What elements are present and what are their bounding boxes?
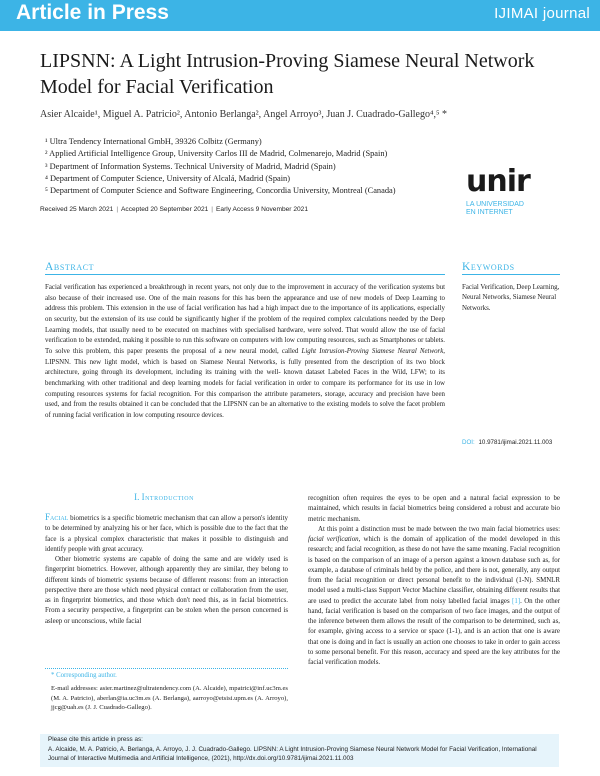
article-dates: Received 25 March 2021 | Accepted 20 September 2021 | Early Access 9 November 2021 [40, 206, 308, 213]
affiliation-item: ² Applied Artificial Intelligence Group, University Carlos III de Madrid, Colmenarejo, Madrid (Spain) [45, 149, 388, 159]
doi-label: DOI: [462, 439, 475, 446]
citation-link[interactable]: [1] [512, 597, 521, 605]
keywords-heading: Keywords [462, 261, 515, 273]
email-addresses: E-mail addresses: asier.martinez@ultratendency.com (A. Alcaide), mpatrici@inf.uc3m.es (M. A. Patricio), aberlan@ia.uc3m.es (A. Berlanga), aarroyo@etsisi.upm.es (A. Arroyo), jjcg@uah.es (J. J. Cuadrado-Gallego). [51, 685, 288, 712]
abstract-body: Facial verification has experienced a breakthrough in recent years, not only due to the improvement in accuracy of the verification systems but also because of their increased use. One of the main reasons for this has been the appearance and use of new models of Deep Learning to address this problem. This extension in the use of facial verification has had a high impact due to the importance of its applications, especially on security, but the extension of its use could be significantly higher if the problem of the required complex calculations needed by the Deep Learning models, that usually need to be executed on machines with specialised hardware, were solved. That would allow the use of facial verification to be extended, making it possible to run this software on computers with low computing resources, such as Smartphones or tablets. To solve this problem, this paper presents the proposal of a new neural model, called Light Intrusion-Proving Siamese Neural Network, LIPSNN. This new light model, which is based on Siamese Neural Networks, is fully presented from the description of its two block architecture, going through its development, including its training with the well- known dataset Labeled Faces in the Wild, LFW; to its benchmarking with other traditional and deep learning models for facial verification in order to compare its performance for its use in low computing resources systems for facial recognition. For this comparison the attribute parameters, storage, accuracy and precision have been used, and from the results obtained it can be concluded that the LIPSNN can be an alternative to the existing models to solve the facet problem of running facial verification in low computing resource devices. [45, 284, 445, 419]
affiliation-item: ³ Department of Information Systems. Technical University of Madrid, Madrid (Spain) [45, 161, 336, 171]
doi [462, 439, 552, 446]
unir-logo [466, 164, 558, 217]
received-date: Received 25 March 2021 [40, 206, 114, 213]
intro-left-column [45, 512, 288, 627]
affiliation-item: ¹ Ultra Tendency International GmbH, 39326 Colbitz (Germany) [45, 137, 262, 146]
accepted-date: Accepted 20 September 2021 [121, 206, 209, 213]
author-list: Asier Alcaide¹, Miguel A. Patricio², Antonio Berlanga², Angel Arroyo³, Juan J. Cuadrado-Gallego⁴,⁵ * [40, 109, 447, 120]
logo-wordmark: unir [466, 164, 530, 199]
intro-right-column [308, 494, 560, 668]
keywords-divider [462, 274, 560, 275]
paragraph: Other biometric systems are capable of doing the same and are widely used is fingerprint biometrics. However, although apparently they are similar, they belong to different kinds of biometric systems because of different reasons: from an interaction perspective there are those which need physical contact or collaboration from the user, as in fingerprint biometrics, and those which don't need this, as in facial biometrics. From a security perspective, a fingerprint can be stolen when the person concerned is asleep or unconscious, while facial [45, 556, 288, 625]
paragraph: Facial biometrics is a specific biometric mechanism that can allow a person's identity to be determined by analyzing his or her face, which is possible due to the fact that the face is a physical complex characteristic that makes it possible to distinguish and identify people with great accuracy. [45, 512, 288, 553]
logo-tagline-line: LA UNIVERSIDAD [466, 201, 524, 208]
abstract-heading: Abstract [45, 261, 95, 273]
footnote-divider [45, 668, 288, 669]
doi-link[interactable]: 10.9781/ijimai.2021.11.003 [478, 439, 553, 446]
logo-tagline [466, 201, 558, 217]
affiliation-item: ⁵ Department of Computer Science and Software Engineering, Concordia University, Montreal (Canada) [45, 186, 396, 196]
citation-text: A. Alcaide, M. A. Patricio, A. Berlanga, A. Arroyo, J. J. Cuadrado-Gallego. LIPSNN: A Light Intrusion-Proving Siamese Neural Network Model for Facial Verification, International Journal of Interactive Multimedia and Artificial Intelligence, (2021), http://dx.doi.org/10.9781/ijimai.2021.11.003 [48, 746, 537, 762]
corresponding-author-label: * Corresponding author. [51, 672, 117, 679]
banner-title: Article in Press [16, 1, 169, 24]
introduction-heading: I. Introduction [134, 492, 194, 502]
affiliation-list [45, 136, 396, 197]
keywords-list: Facial Verification, Deep Learning, Neural Networks, Siamese Neural Networks. [462, 284, 560, 312]
drop-cap: Facial [45, 512, 69, 522]
affiliation-item: ⁴ Department of Computer Science, University of Alcalá, Madrid (Spain) [45, 173, 291, 183]
journal-name: IJIMAI journal [494, 5, 590, 22]
logo-tagline-line: EN INTERNET [466, 209, 513, 216]
paper-title: LIPSNN: A Light Intrusion-Proving Siamese Neural Network Model for Facial Verification [40, 50, 535, 98]
early-access-date: Early Access 9 November 2021 [216, 206, 308, 213]
paragraph: recognition often requires the eyes to be open and a natural facial expression to be maintained, which results in facial biometrics being considered a robust and accurate bio metric mechanism. [308, 495, 560, 523]
citation-label: Please cite this article in press as: [48, 736, 143, 743]
abstract-divider [45, 274, 445, 275]
paragraph: At this point a distinction must be made between the two main facial biometrics uses: facial verification, which is the domain of application of the model developed in this research; and facial recognition, as these do not have the same meaning. Facial recognition is based on the comparison of an image of a person against a known database such as, for example, a database of criminals held by the police, and there is not, generally, any output from the facial recognition or direct personal benefit to the individual (1-N). SMNLR model used a multi-class Support Vector Machine classifier, obtaining different results that are used to predict the accurate label from noisy labelled facial images [1]. On the other hand, facial verification is based on the comparison of two face images, and the output of the inference between them allows the result of the comparison to be determined, such as, for example, giving access to a service or space (1-1), and is an action that one is aware that one is doing and in fact is usually an action one chooses to take in order to gain access to some personal benefit. For this reason, accuracy and speed are the key attributes for the facial verification models. [308, 525, 560, 666]
